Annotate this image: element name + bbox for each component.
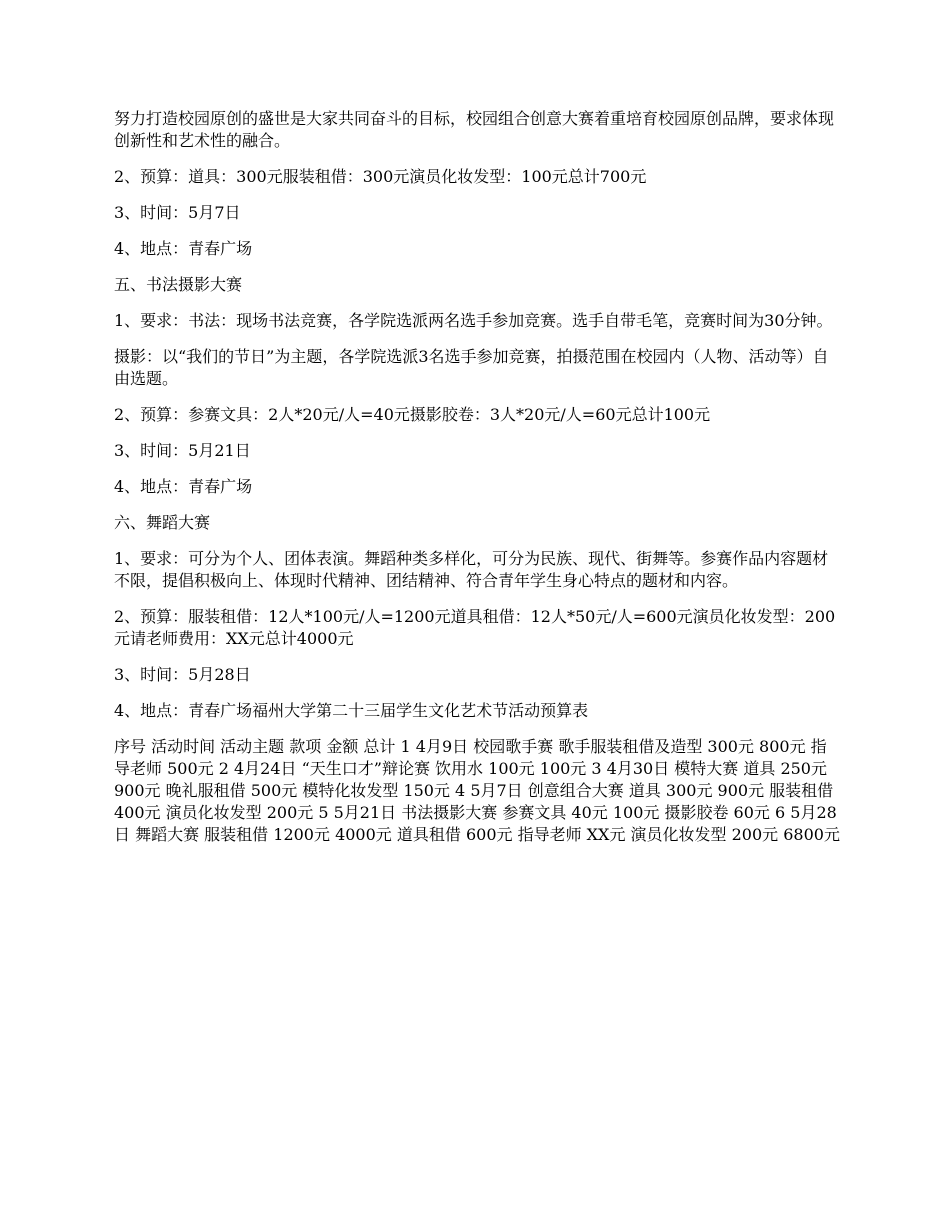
- requirement-paragraph: 1、要求：可分为个人、团体表演。舞蹈种类多样化，可分为民族、现代、街舞等。参赛作品内容题材不限，提倡积极向上、体现时代精神、团结精神、符合青年学生身心特点的题材和内容。: [114, 549, 829, 590]
- time-line: 3、时间：5月7日: [114, 203, 241, 222]
- budget-line: 2、预算：参赛文具：2人*20元/人=40元摄影胶卷：3人*20元/人=60元总计100元: [114, 405, 711, 424]
- photography-paragraph: 摄影：以“我们的节日”为主题，各学院选派3名选手参加竞赛，拍摄范围在校园内（人物、活动等）自由选题。: [114, 347, 829, 388]
- requirement-paragraph: 1、要求：书法：现场书法竞赛，各学院选派两名选手参加竞赛。选手自带毛笔，竞赛时间为30分钟。: [114, 311, 833, 330]
- document-body: [114, 108, 840, 860]
- time-line: 3、时间：5月21日: [114, 441, 251, 460]
- budget-paragraph: 2、预算：服装租借：12人*100元/人=1200元道具租借：12人*50元/人=600元演员化妆发型：200元请老师费用：XX元总计4000元: [114, 607, 836, 648]
- location-and-title-line: 4、地点：青春广场福州大学第二十三届学生文化艺术节活动预算表: [114, 701, 589, 720]
- location-line: 4、地点：青春广场: [114, 239, 253, 258]
- section-heading: 六、舞蹈大赛: [114, 513, 211, 532]
- section-heading: 五、书法摄影大赛: [114, 275, 243, 294]
- intro-paragraph: 努力打造校园原创的盛世是大家共同奋斗的目标，校园组合创意大赛着重培育校园原创品牌，要求体现创新性和艺术性的融合。: [114, 109, 835, 150]
- budget-line: 2、预算：道具：300元服装租借：300元演员化妆发型：100元总计700元: [114, 167, 647, 186]
- budget-table-text: 序号 活动时间 活动主题 款项 金额 总计 1 4月9日 校园歌手赛 歌手服装租借及造型 300元 800元 指导老师 500元 2 4月24日 “天生口才”辩论赛 饮用水 100元 100元 3 4月30日 模特大赛 道具 250元 900元 晚礼服租借 500元 模特化妆发型 150元 4 5月7日 创意组合大赛 道具 300元 900元 服装租借 400元 演员化妆发型 200元 5 5月21日 书法摄影大赛 参赛文具 40元 100元 摄影胶卷 60元 6 5月28日 舞蹈大赛 服装租借 1200元 4000元 道具租借 600元 指导老师 XX元 演员化妆发型 200元 6800元: [114, 737, 840, 844]
- location-line: 4、地点：青春广场: [114, 477, 253, 496]
- time-line: 3、时间：5月28日: [114, 665, 251, 684]
